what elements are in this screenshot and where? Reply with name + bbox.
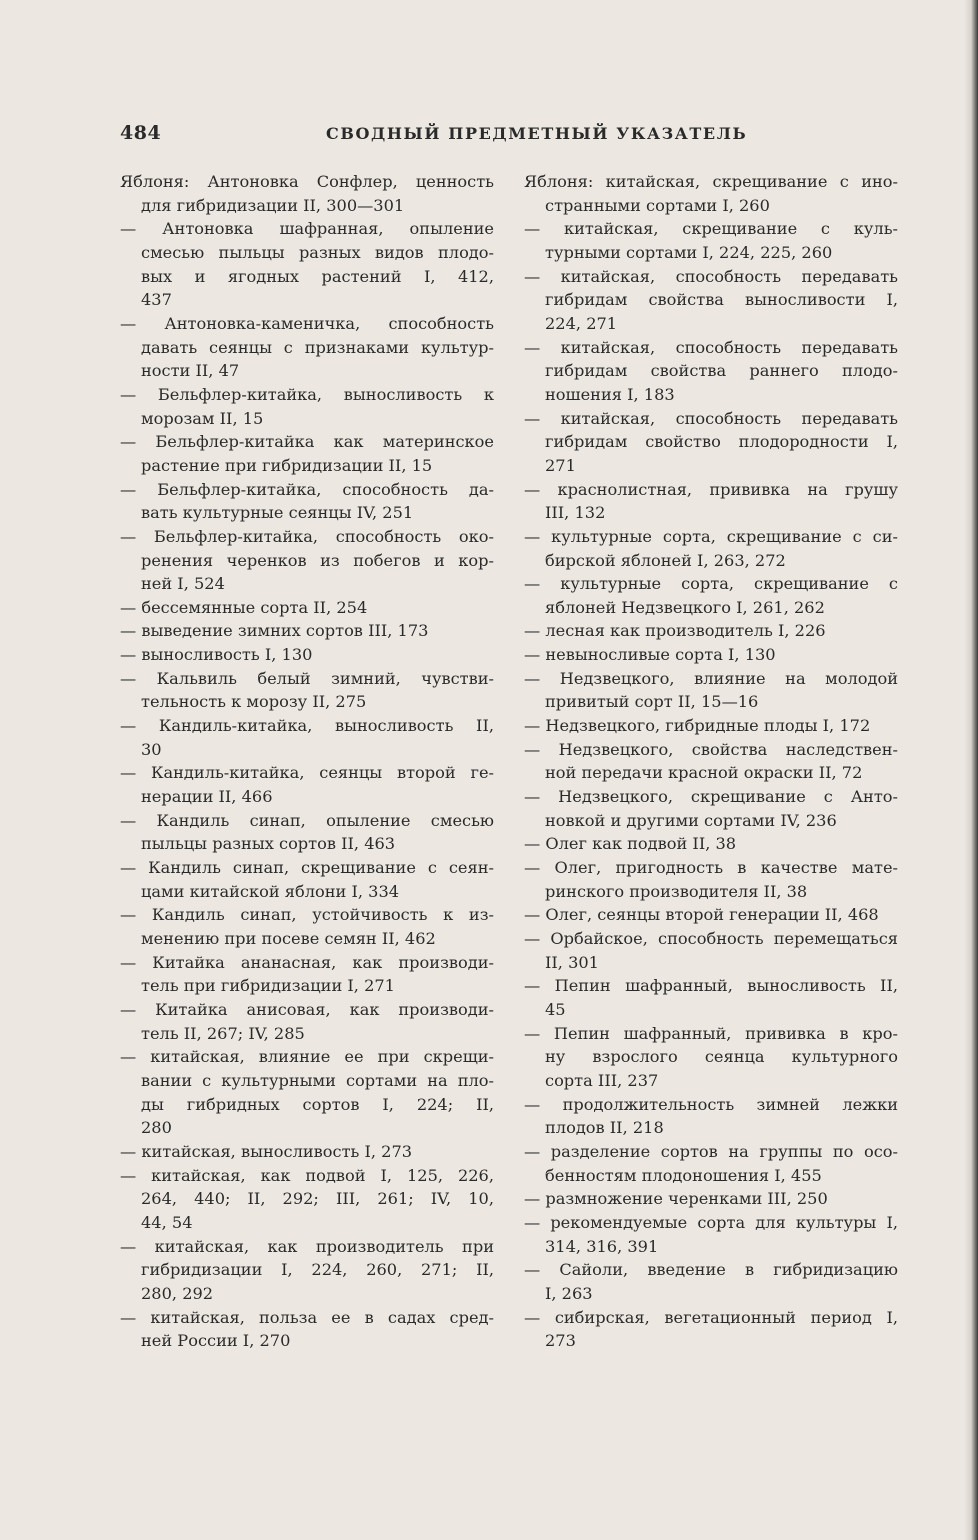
index-entry (524, 525, 898, 572)
index-entry (120, 1045, 494, 1140)
index-entry-line: ды гибридных сортов I, 224; II, (141, 1094, 494, 1114)
index-entry (524, 1211, 898, 1258)
index-entry (120, 1306, 494, 1353)
index-entry-line: — Олег, сеянцы второй генерации II, 468 (524, 905, 879, 925)
index-entry-line: Яблоня: китайская, скрещивание с ино- (524, 172, 898, 191)
index-entry-line: растение при гибридизации II, 15 (141, 455, 433, 475)
index-entry-line: тель при гибридизации I, 271 (141, 976, 395, 996)
index-entry (524, 1140, 898, 1187)
index-entry-line: — Китайка анисовая, как производи- (120, 999, 494, 1019)
index-entry-line: странными сортами I, 260 (545, 195, 770, 215)
right-column (524, 170, 898, 1353)
index-entry-line: вать культурные сеянцы IV, 251 (141, 503, 414, 523)
index-entry-line: турными сортами I, 224, 225, 260 (545, 242, 833, 262)
index-entry-line: — китайская, польза ее в садах сред- (120, 1307, 494, 1327)
index-entry-line: ной передачи красной окраски II, 72 (545, 763, 863, 783)
index-entry (120, 714, 494, 761)
index-entry (524, 1187, 898, 1211)
index-entry-line: — Антоновка шафранная, опыление (120, 219, 494, 239)
index-entry-line: 44, 54 (141, 1212, 193, 1232)
index-entry-line: давать сеянцы с признаками культур- (141, 337, 494, 357)
index-entry-line: — китайская, способность передавать (524, 266, 898, 286)
index-entry-line: — культурные сорта, скрещивание с (524, 574, 898, 594)
index-entry-line: 280 (141, 1118, 172, 1138)
index-entry-line: III, 132 (545, 503, 606, 523)
index-entry (524, 974, 898, 1021)
index-entry-line: 314, 316, 391 (545, 1236, 659, 1256)
index-entry-line: смесью пыльцы разных видов плодо- (141, 242, 494, 262)
index-entry-line: — китайская, скрещивание с куль- (524, 219, 898, 239)
index-entry-line: — продолжительность зимней лежки (524, 1094, 898, 1114)
index-entry-line: пыльцы разных сортов II, 463 (141, 834, 396, 854)
index-entry (524, 1093, 898, 1140)
index-entry (120, 667, 494, 714)
index-entry-line: 273 (545, 1331, 576, 1351)
index-entry-line: ринского производителя II, 38 (545, 881, 808, 901)
index-entry-line: 280, 292 (141, 1283, 214, 1303)
index-entry-line: гибридам свойство плодородности I, (545, 432, 898, 452)
index-entry-line: тель II, 267; IV, 285 (141, 1023, 305, 1043)
index-entry (120, 478, 494, 525)
index-entry-line: — Бельфлер-китайка, выносливость к (120, 384, 494, 404)
index-entry-line: 45 (545, 999, 566, 1019)
index-entry-line: — Сайоли, введение в гибридизацию (524, 1260, 898, 1280)
index-entry (524, 714, 898, 738)
index-entry-line: — китайская, способность передавать (524, 337, 898, 357)
index-entry (120, 809, 494, 856)
index-entry-line: гибридам свойства раннего плодо- (545, 361, 898, 381)
index-entry-line: ренения черенков из побегов и кор- (141, 550, 494, 570)
page-header (120, 122, 898, 150)
index-entry-line: — Бельфлер-китайка, способность око- (120, 526, 494, 546)
index-entry (524, 1306, 898, 1353)
index-entry-line: — Олег, пригодность в качестве мате- (524, 858, 898, 878)
index-entry-line: тельность к морозу II, 275 (141, 692, 367, 712)
index-entry (524, 927, 898, 974)
index-entry (120, 430, 494, 477)
index-entry (524, 832, 898, 856)
index-entry-line: сорта III, 237 (545, 1070, 659, 1090)
index-entry (120, 998, 494, 1045)
index-entry-line: — Кальвиль белый зимний, чувстви- (120, 668, 494, 688)
index-entry-line: — размножение черенками III, 250 (524, 1189, 828, 1209)
index-entry-line: ношения I, 183 (545, 384, 675, 404)
index-entry-line: — невыносливые сорта I, 130 (524, 645, 776, 665)
index-entry-line: плодов II, 218 (545, 1118, 664, 1138)
index-entry (120, 1140, 494, 1164)
page-number: 484 (120, 122, 162, 144)
index-entry-line: ней России I, 270 (141, 1331, 291, 1351)
index-entry-line: менению при посеве семян II, 462 (141, 929, 436, 948)
index-entry-line: — Недзвецкого, влияние на молодой (524, 668, 898, 688)
index-entry-line: — сибирская, вегетационный период I, (524, 1307, 898, 1327)
index-entry (120, 619, 494, 643)
index-entry-line: — китайская, как подвой I, 125, 226, (120, 1165, 494, 1185)
index-entry-line: — бессемянные сорта II, 254 (120, 597, 368, 617)
index-entry-line: — Бельфлер-китайка, способность да- (120, 479, 494, 499)
index-entry-line: — Кандиль-китайка, сеянцы второй ге- (120, 763, 494, 783)
index-entry-line: гибридизации I, 224, 260, 271; II, (141, 1260, 494, 1280)
index-entry-line: — Китайка ананасная, как производи- (120, 952, 494, 972)
index-entry-line: ну взрослого сеянца культурного (545, 1047, 898, 1067)
index-entry-line: яблоней Недзвецкого I, 261, 262 (545, 597, 825, 617)
index-entry (120, 1164, 494, 1235)
index-entry-line: — китайская, влияние ее при скрещи- (120, 1047, 494, 1067)
index-entry-line: — Бельфлер-китайка как материнское (120, 432, 494, 452)
index-entry (120, 312, 494, 383)
index-entry-line: — Недзвецкого, свойства наследствен- (524, 739, 898, 759)
index-entry-line: — краснолистная, прививка на грушу (524, 479, 898, 499)
index-entry-line: — Антоновка-каменичка, способность (120, 313, 494, 333)
index-entry (120, 951, 494, 998)
index-entry (524, 407, 898, 478)
index-entry-line: ности II, 47 (141, 361, 240, 381)
index-entry (524, 265, 898, 336)
index-entry-line: новкой и другими сортами IV, 236 (545, 810, 837, 830)
index-entry-line: — Кандиль синап, опыление смесью (120, 810, 494, 830)
index-entry-line: — Орбайское, способность перемещаться (524, 929, 898, 948)
index-entry-line: — Кандиль-китайка, выносливость II, (120, 716, 494, 736)
index-entry (524, 1022, 898, 1093)
index-entry-line: — рекомендуемые сорта для культуры I, (524, 1212, 898, 1232)
index-entry-line: — разделение сортов на группы по осо- (524, 1141, 898, 1161)
page-edge (964, 0, 978, 1540)
index-entry-line: — Недзвецкого, гибридные плоды I, 172 (524, 716, 871, 736)
index-entry-line: морозам II, 15 (141, 408, 264, 428)
index-entry (524, 217, 898, 264)
index-entry-line: для гибридизации II, 300—301 (141, 195, 405, 215)
index-entry-line: I, 263 (545, 1283, 593, 1303)
index-entry-line: 224, 271 (545, 313, 618, 333)
index-entry (524, 856, 898, 903)
index-entry-line: — китайская, способность передавать (524, 408, 898, 428)
index-entry-line: — лесная как производитель I, 226 (524, 621, 826, 641)
index-entry (524, 903, 898, 927)
index-entry (120, 596, 494, 620)
index-entry-line: II, 301 (545, 952, 599, 972)
index-entry-line: 271 (545, 455, 576, 475)
index-entry (120, 170, 494, 217)
index-entry (524, 785, 898, 832)
index-entry-line: Яблоня: Антоновка Сонфлер, ценность (120, 172, 494, 191)
index-entry (524, 619, 898, 643)
index-entry-line: — Пепин шафранный, прививка в кро- (524, 1023, 898, 1043)
index-entry (120, 856, 494, 903)
index-entry (120, 761, 494, 808)
index-entry-line: — выносливость I, 130 (120, 645, 313, 665)
index-entry (524, 738, 898, 785)
index-entry-line: — Кандиль синап, скрещивание с сеян- (120, 858, 494, 878)
index-entry (524, 336, 898, 407)
index-entry-line: — Олег как подвой II, 38 (524, 834, 737, 854)
index-entry-line: 264, 440; II, 292; III, 261; IV, 10, (141, 1189, 494, 1209)
index-entry-line: — Пепин шафранный, выносливость II, (524, 976, 898, 996)
index-entry-line: — китайская, выносливость I, 273 (120, 1141, 413, 1161)
index-entry-line: цами китайской яблони I, 334 (141, 881, 400, 901)
index-entry-line: — Недзвецкого, скрещивание с Анто- (524, 787, 898, 807)
index-entry-line: 437 (141, 290, 172, 310)
index-entry-line: ней I, 524 (141, 574, 225, 594)
index-entry-line: вых и ягодных растений I, 412, (141, 266, 494, 286)
index-entry (524, 1258, 898, 1305)
index-entry (524, 170, 898, 217)
running-title: СВОДНЫЙ ПРЕДМЕТНЫЙ УКАЗАТЕЛЬ (326, 124, 748, 143)
index-entry (524, 572, 898, 619)
index-entry (120, 1235, 494, 1306)
index-entry (524, 667, 898, 714)
index-entry-line: бенностям плодоношения I, 455 (545, 1165, 822, 1185)
index-entry-line: — культурные сорта, скрещивание с си- (524, 526, 898, 546)
index-entry (120, 903, 494, 950)
index-entry (120, 383, 494, 430)
index-entry-line: — выведение зимних сортов III, 173 (120, 621, 429, 641)
index-entry-line: 30 (141, 739, 162, 759)
index-entry (120, 217, 494, 312)
index-entry-line: бирской яблоней I, 263, 272 (545, 550, 786, 570)
index-entry-line: вании с культурными сортами на пло- (141, 1070, 494, 1090)
index-entry (120, 525, 494, 596)
index-entry-line: гибридам свойства выносливости I, (545, 290, 898, 310)
index-entry-line: — Кандиль синап, устойчивость к из- (120, 905, 494, 925)
index-entry-line: привитый сорт II, 15—16 (545, 692, 759, 712)
index-entry-line: нерации II, 466 (141, 787, 273, 807)
index-entry (524, 478, 898, 525)
index-entry (120, 643, 494, 667)
index-entry-line: — китайская, как производитель при (120, 1236, 494, 1256)
left-column (120, 170, 494, 1353)
index-entry (524, 643, 898, 667)
